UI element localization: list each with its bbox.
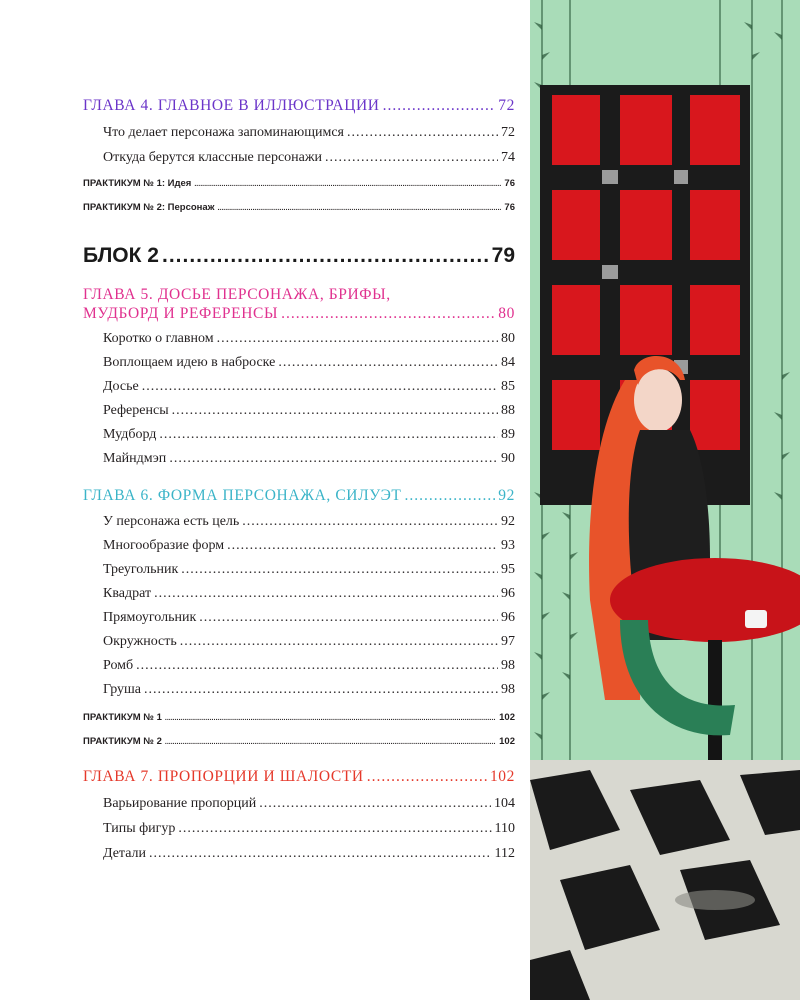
practicum-entry [83, 712, 515, 723]
toc-entry-label: Груша [103, 682, 142, 697]
toc-entry-label: Многообразие форм [103, 538, 225, 553]
toc-entry-label: Воплощаем идею в наброске [103, 355, 276, 370]
practicum-page: 102 [499, 736, 515, 747]
toc-entry-page: 84 [501, 355, 515, 370]
toc-entry-label: Прямоугольник [103, 610, 197, 625]
toc-entry-label: Треугольник [103, 562, 179, 577]
leader-dots [259, 796, 491, 812]
leader-dots [159, 427, 498, 443]
toc-entry-label: Окружность [103, 634, 177, 649]
practicum-page: 102 [499, 712, 515, 723]
toc-entry-label: Квадрат [103, 586, 152, 601]
leader-dots [165, 739, 496, 746]
chapter-7-title: ГЛАВА 7. ПРОПОРЦИИ И ШАЛОСТИ [83, 768, 364, 785]
leader-dots [281, 305, 495, 323]
toc-entry-page: 95 [501, 562, 515, 577]
practicum-label: ПРАКТИКУМ № 2: Персонаж [83, 202, 215, 213]
toc-entry [103, 846, 515, 862]
leader-dots [404, 487, 495, 505]
toc-entry-page: 74 [501, 150, 515, 165]
leader-dots [172, 403, 498, 419]
toc-entry-page: 96 [501, 586, 515, 601]
toc-entry [103, 658, 515, 674]
leader-dots [367, 768, 487, 786]
leader-dots [325, 150, 498, 166]
practicum-page: 76 [504, 202, 515, 213]
toc-entry [103, 610, 515, 626]
chapter-5-title-line2: МУДБОРД И РЕФЕРЕНСЫ [83, 305, 279, 322]
toc-entry-label: Варьирование пропорций [103, 796, 257, 811]
toc-entry [103, 355, 515, 371]
toc-entry [103, 821, 515, 837]
toc-entry-page: 98 [501, 682, 515, 697]
leader-dots [227, 538, 498, 554]
leader-dots [144, 682, 498, 698]
table-base [675, 890, 755, 910]
leader-dots [217, 205, 501, 212]
toc-entry [103, 514, 515, 530]
practicum-entry [83, 736, 515, 747]
illustration-girl-in-cafe [530, 0, 800, 1000]
chapter-6-title: ГЛАВА 6. ФОРМА ПЕРСОНАЖА, СИЛУЭТ [83, 487, 402, 504]
toc-entry [103, 403, 515, 419]
block-2-heading [83, 244, 515, 268]
toc-entry [103, 634, 515, 650]
leader-dots [154, 586, 498, 602]
chapter-6-heading [83, 487, 515, 505]
toc-entry [103, 796, 515, 812]
toc-entry-page: 93 [501, 538, 515, 553]
toc-entry [103, 379, 515, 395]
toc-entry-label: Мудборд [103, 427, 157, 442]
chapter-4-page: 72 [498, 97, 515, 114]
cup [745, 610, 767, 628]
toc-entry-page: 85 [501, 379, 515, 394]
leader-dots [142, 379, 498, 395]
leader-dots [180, 634, 498, 650]
toc-entry-page: 98 [501, 658, 515, 673]
toc-entry [103, 586, 515, 602]
toc-entry [103, 150, 515, 166]
toc-entry-label: Типы фигур [103, 821, 176, 836]
chapter-7-page: 102 [489, 768, 515, 785]
practicum-label: ПРАКТИКУМ № 1 [83, 712, 162, 723]
toc-entry-page: 96 [501, 610, 515, 625]
toc-entry-page: 104 [494, 796, 515, 811]
leader-dots [165, 715, 496, 722]
leader-dots [242, 514, 498, 530]
leader-dots [169, 451, 498, 467]
leader-dots [278, 355, 498, 371]
toc-entry [103, 125, 515, 141]
chapter-6-page: 92 [498, 487, 515, 504]
leader-dots [178, 821, 491, 837]
leader-dots [149, 846, 491, 862]
block-2-page: 79 [491, 244, 515, 267]
toc-entry-page: 90 [501, 451, 515, 466]
leader-dots [199, 610, 498, 626]
toc-entry-label: У персонажа есть цель [103, 514, 240, 529]
toc-entry-label: Ромб [103, 658, 134, 673]
toc-entry-label: Детали [103, 846, 147, 861]
toc-entry-page: 112 [494, 846, 515, 861]
chapter-7-heading [83, 768, 515, 786]
leader-dots [194, 181, 501, 188]
leader-dots [181, 562, 498, 578]
toc-entry-page: 92 [501, 514, 515, 529]
toc-entry [103, 538, 515, 554]
chapter-5-heading [83, 305, 515, 323]
practicum-label: ПРАКТИКУМ № 1: Идея [83, 178, 192, 189]
toc-entry-page: 80 [501, 331, 515, 346]
toc-entry [103, 562, 515, 578]
toc-entry-label: Что делает персонажа запоминающимся [103, 125, 345, 140]
toc-entry-label: Референсы [103, 403, 169, 418]
toc-entry-label: Коротко о главном [103, 331, 214, 346]
leader-dots [347, 125, 498, 141]
toc-entry-label: Досье [103, 379, 139, 394]
chapter-5-title-line1: ГЛАВА 5. ДОСЬЕ ПЕРСОНАЖА, БРИФЫ, [83, 286, 391, 303]
toc-entry-page: 89 [501, 427, 515, 442]
leader-dots [217, 331, 498, 347]
practicum-entry [83, 178, 515, 189]
chapter-4-title: ГЛАВА 4. ГЛАВНОЕ В ИЛЛЮСТРАЦИИ [83, 97, 380, 114]
toc-entry-page: 110 [494, 821, 515, 836]
toc-entry [103, 682, 515, 698]
leader-dots [136, 658, 498, 674]
toc-entry-page: 72 [501, 125, 515, 140]
toc-entry [103, 427, 515, 443]
toc-entry [103, 451, 515, 467]
toc-entry-label: Майндмэп [103, 451, 167, 466]
illustration [530, 0, 800, 1000]
chapter-4-heading [83, 97, 515, 115]
practicum-entry [83, 202, 515, 213]
practicum-label: ПРАКТИКУМ № 2 [83, 736, 162, 747]
practicum-page: 76 [504, 178, 515, 189]
chapter-5-page: 80 [498, 305, 515, 322]
toc-entry-label: Откуда берутся классные персонажи [103, 150, 323, 165]
toc-entry-page: 97 [501, 634, 515, 649]
toc-entry [103, 331, 515, 347]
toc-entry-page: 88 [501, 403, 515, 418]
leader-dots [383, 97, 496, 115]
leader-dots [162, 244, 489, 268]
block-2-title: БЛОК 2 [83, 244, 159, 267]
